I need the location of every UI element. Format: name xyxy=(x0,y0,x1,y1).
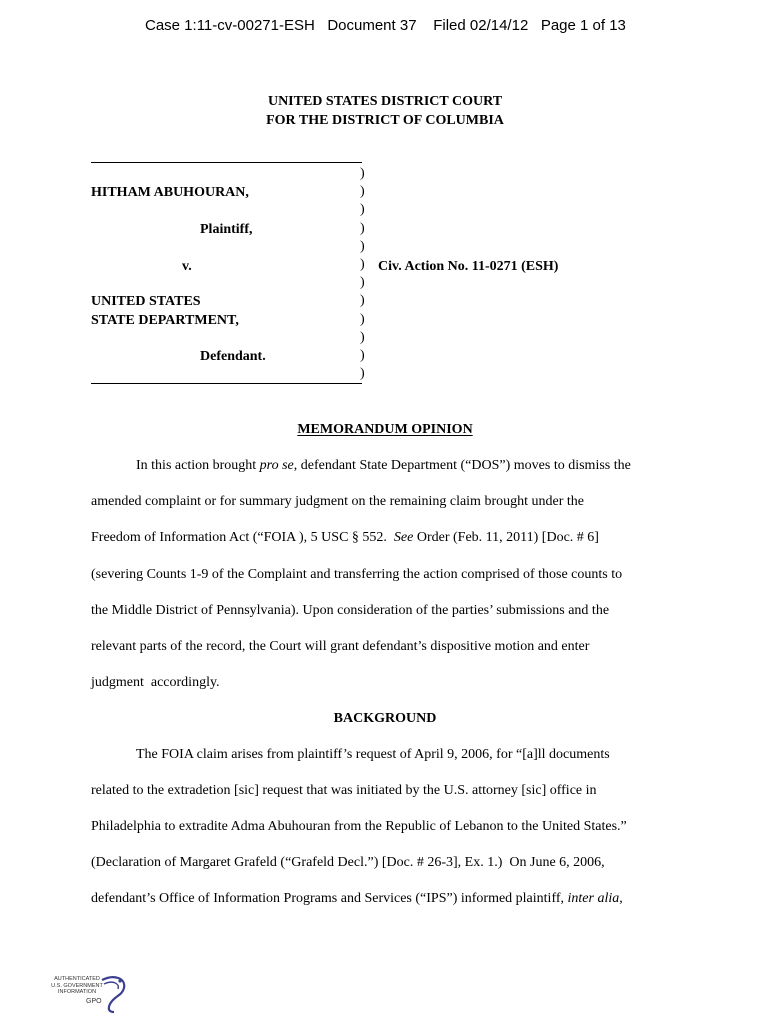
background-line-4: (Declaration of Margaret Grafeld (“Grafeld Decl.”) [Doc. # 26-3], Ex. 1.) On June 6, 2006, xyxy=(91,855,605,870)
caption-top-rule xyxy=(91,162,362,163)
civil-action-number: Civ. Action No. 11-0271 (ESH) xyxy=(378,259,559,274)
plaintiff-role: Plaintiff, xyxy=(200,222,253,237)
opinion-title xyxy=(0,422,770,438)
caption-parentheses: ) ) ) ) ) ) ) ) ) ) ) ) xyxy=(360,166,365,382)
seal-line-3: INFORMATION xyxy=(57,989,97,995)
background-line-3: Philadelphia to extradite Adma Abuhouran from the Republic of Lebanon to the United States.” xyxy=(91,819,627,834)
seal-line-2: U.S. GOVERNMENT xyxy=(51,982,103,989)
versus: v. xyxy=(182,259,192,274)
header-document: Document 37 xyxy=(327,17,417,34)
opinion-title-text: MEMORANDUM OPINION xyxy=(297,422,473,437)
header-page: Page 1 of 13 xyxy=(540,17,626,34)
intro-line-7: judgment accordingly. xyxy=(91,675,220,690)
defendant-name-line1: UNITED STATES xyxy=(91,294,201,309)
header-case: Case 1:11-cv-00271-ESH xyxy=(145,17,315,34)
background-line-1: The FOIA claim arises from plaintiff’s request of April 9, 2006, for “[a]ll documents xyxy=(136,747,610,762)
intro-line-2: amended complaint or for summary judgment on the remaining claim brought under the xyxy=(91,494,584,509)
plaintiff-name: HITHAM ABUHOURAN, xyxy=(91,185,249,200)
ecf-header xyxy=(145,17,626,34)
court-name-line2: FOR THE DISTRICT OF COLUMBIA xyxy=(266,113,504,128)
gpo-authentication-seal xyxy=(44,974,128,1014)
caption-bottom-rule xyxy=(91,383,362,384)
intro-line-5: the Middle District of Pennsylvania). Upon consideration of the parties’ submissions and the xyxy=(91,603,610,618)
defendant-role: Defendant. xyxy=(200,349,266,364)
intro-line-4: (severing Counts 1-9 of the Complaint and transferring the action comprised of those counts to xyxy=(91,567,623,582)
seal-gpo-mark: GPO xyxy=(86,998,102,1005)
background-line-2: related to the extradetion [sic] request that was initiated by the U.S. attorney [sic] office in xyxy=(91,783,597,798)
intro-line-6: relevant parts of the record, the Court will grant defendant’s dispositive motion and enter xyxy=(91,639,590,654)
court-name-line1: UNITED STATES DISTRICT COURT xyxy=(267,94,503,109)
seal-line-1: AUTHENTICATED xyxy=(54,976,100,982)
background-heading: BACKGROUND xyxy=(333,711,437,726)
header-filed: Filed 02/14/12 xyxy=(433,17,529,34)
defendant-name-line2: STATE DEPARTMENT, xyxy=(91,313,239,328)
background-line-5: defendant’s Office of Information Programs and Services (“IPS”) informed plaintiff, inter alia, xyxy=(91,891,623,906)
intro-line-3: Freedom of Information Act (“FOIA ), 5 USC § 552. See Order (Feb. 11, 2011) [Doc. # 6] xyxy=(91,530,599,545)
intro-line-1: In this action brought pro se, defendant State Department (“DOS”) moves to dismiss the xyxy=(136,458,631,473)
